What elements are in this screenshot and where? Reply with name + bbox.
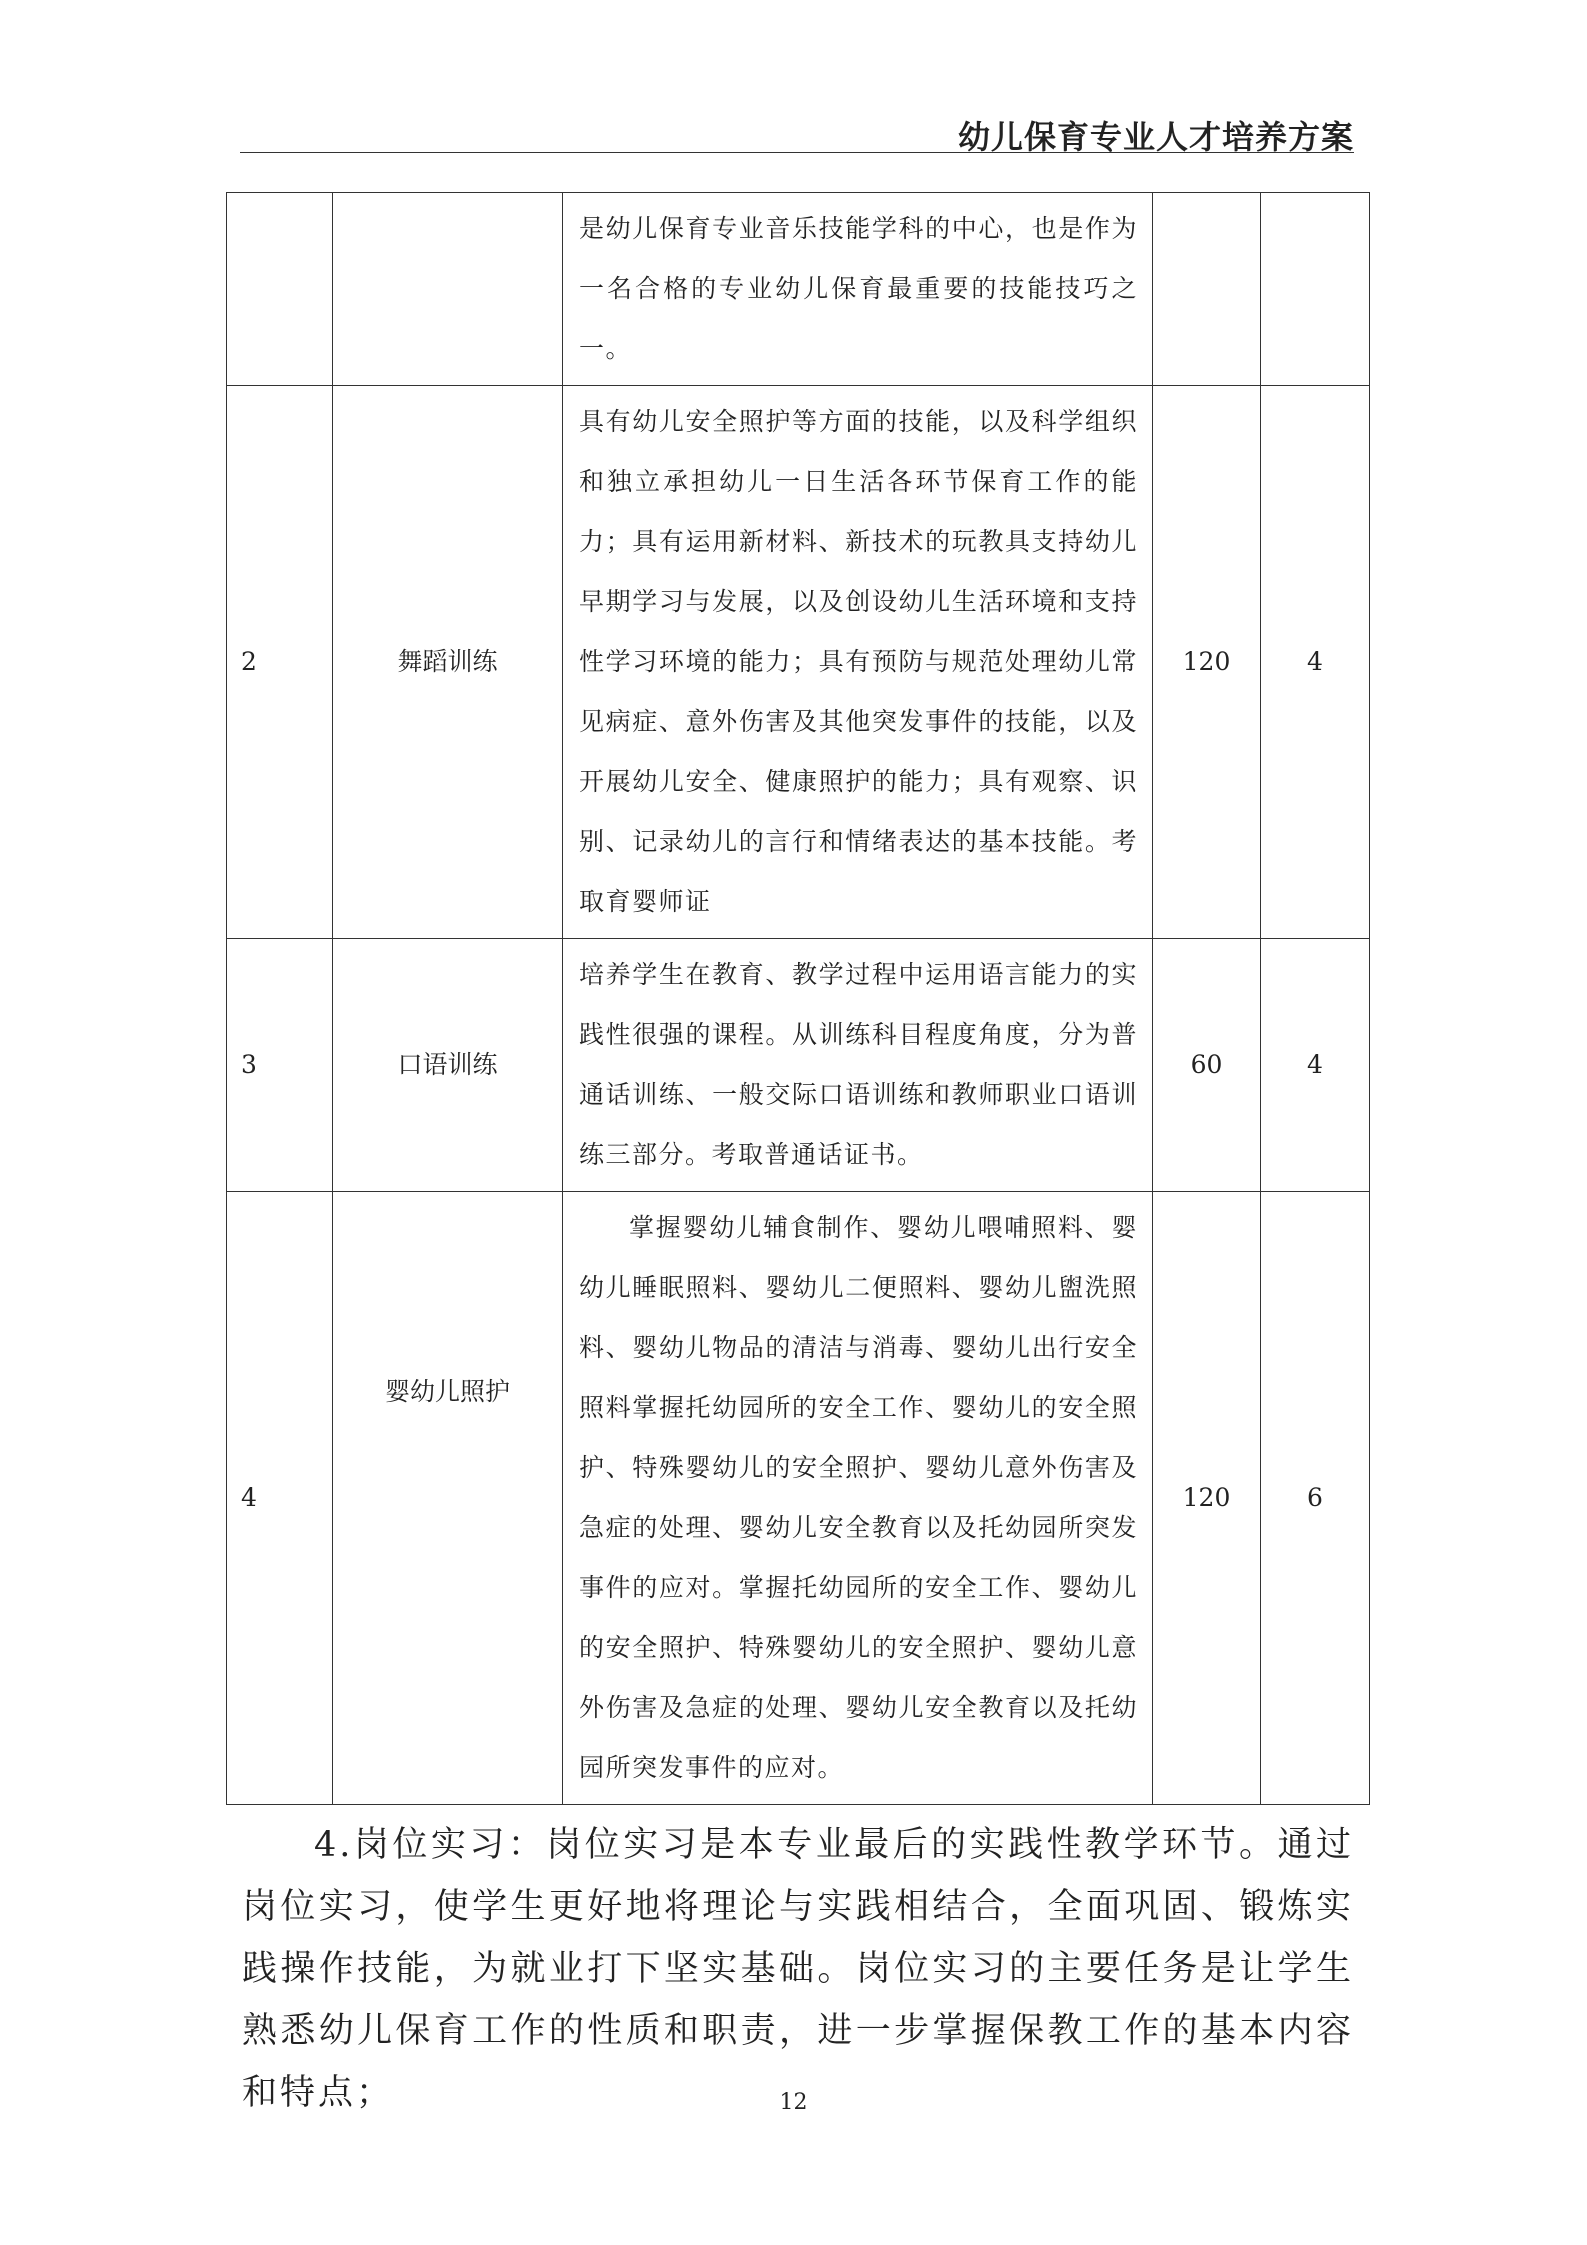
- table-row: [227, 939, 1370, 1192]
- row-number: 3: [227, 939, 333, 1192]
- course-description: 是幼儿保育专业音乐技能学科的中心，也是作为一名合格的专业幼儿保育最重要的技能技巧之一。: [563, 193, 1153, 386]
- course-hours: 60: [1153, 939, 1261, 1192]
- course-description: 掌握婴幼儿辅食制作、婴幼儿喂哺照料、婴幼儿睡眠照料、婴幼儿二便照料、婴幼儿盥洗照料、婴幼儿物品的清洁与消毒、婴幼儿出行安全照料掌握托幼园所的安全工作、婴幼儿的安全照护、特殊婴幼儿的安全照护、婴幼儿意外伤害及急症的处理、婴幼儿安全教育以及托幼园所突发事件的应对。掌握托幼园所的安全工作、婴幼儿的安全照护、特殊婴幼儿的安全照护、婴幼儿意外伤害及急症的处理、婴幼儿安全教育以及托幼园所突发事件的应对。: [563, 1192, 1153, 1805]
- table-row: [227, 1192, 1370, 1805]
- course-table: [226, 192, 1370, 1805]
- course-name: 舞蹈训练: [333, 386, 563, 939]
- row-number: 4: [227, 1192, 333, 1805]
- course-name-cell: [333, 1192, 563, 1805]
- page-number: 12: [779, 2090, 808, 2115]
- row-number: 2: [227, 386, 333, 939]
- course-hours: [1153, 193, 1261, 386]
- table-row: [227, 193, 1370, 386]
- course-name: 口语训练: [333, 939, 563, 1192]
- course-hours: 120: [1153, 386, 1261, 939]
- course-name: [333, 193, 563, 386]
- row-number: [227, 193, 333, 386]
- course-hours: 120: [1153, 1192, 1261, 1805]
- body-paragraph: 4.岗位实习：岗位实习是本专业最后的实践性教学环节。通过岗位实习，使学生更好地将理论与实践相结合，全面巩固、锻炼实践操作技能，为就业打下坚实基础。岗位实习的主要任务是让学生熟悉幼儿保育工作的性质和职责，进一步掌握保教工作的基本内容和特点；: [242, 1825, 1354, 2113]
- course-credits: 4: [1261, 939, 1370, 1192]
- course-name: 婴幼儿照护: [384, 1377, 510, 1406]
- course-description: 具有幼儿安全照护等方面的技能，以及科学组织和独立承担幼儿一日生活各环节保育工作的能力；具有运用新材料、新技术的玩教具支持幼儿早期学习与发展，以及创设幼儿生活环境和支持性学习环境的能力；具有预防与规范处理幼儿常见病症、意外伤害及其他突发事件的技能，以及开展幼儿安全、健康照护的能力；具有观察、识别、记录幼儿的言行和情绪表达的基本技能。考取育婴师证: [563, 386, 1153, 939]
- course-credits: 6: [1261, 1192, 1370, 1805]
- course-description: 培养学生在教育、教学过程中运用语言能力的实践性很强的课程。从训练科目程度角度，分为普通话训练、一般交际口语训练和教师职业口语训练三部分。考取普通话证书。: [563, 939, 1153, 1192]
- table-row: [227, 386, 1370, 939]
- course-credits: [1261, 193, 1370, 386]
- document-header-title: 幼儿保育专业人才培养方案: [957, 118, 1354, 156]
- course-credits: 4: [1261, 386, 1370, 939]
- header-divider: [240, 152, 1354, 153]
